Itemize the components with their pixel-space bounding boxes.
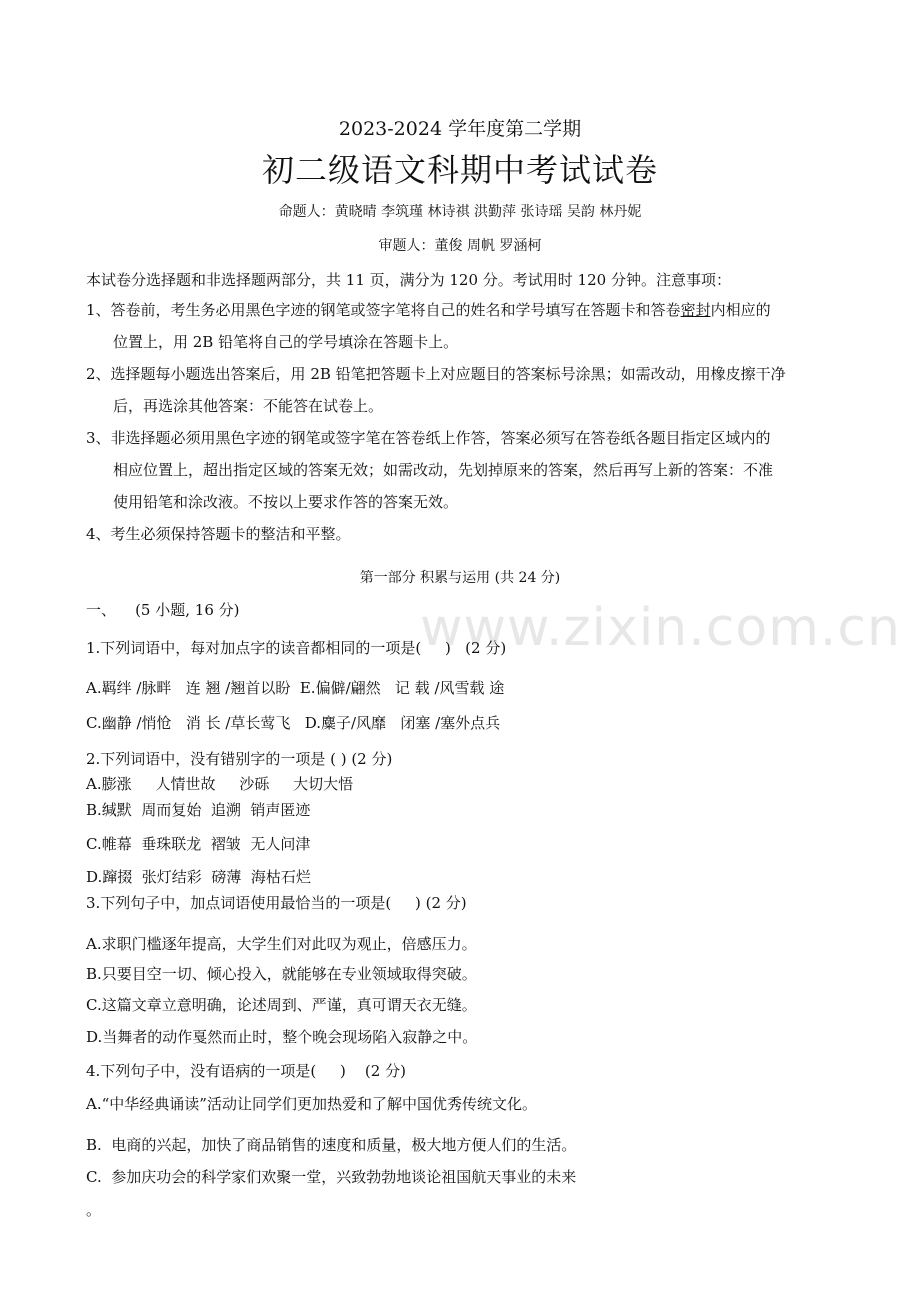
note-1 <box>86 300 771 320</box>
question-3: 3.下列句子中，加点词语使用最恰当的一项是( ) (2 分) <box>86 894 467 912</box>
question-2: 2.下列词语中，没有错别字的一项是 ( ) (2 分) <box>86 750 393 768</box>
question-3-option-d: D.当舞者的动作戛然而止时，整个晚会现场陷入寂静之中。 <box>86 1028 478 1046</box>
question-1-options-ae: A.羁绊 /脉畔 连 翘 /翘首以盼 E.偏僻/翩然 记 载 /风雪载 途 <box>86 679 505 697</box>
question-1-options-cd: C.幽静 /悄怆 消 长 /草长莺飞 D.麋子/风靡 闭塞 /塞外点兵 <box>86 714 501 732</box>
question-2-option-a: A.膨涨 人情世故 沙砾 大切大悟 <box>86 775 354 793</box>
reviewers: 审题人：董俊 周帆 罗涵柯 <box>378 238 542 254</box>
note-3-cont-1: 相应位置上，超出指定区域的答案无效；如需改动，先划掉原来的答案，然后再写上新的答案：不准 <box>113 461 774 479</box>
note-2-cont: 后，再选涂其他答案：不能答在试卷上。 <box>113 397 384 415</box>
question-3-option-a: A.求职门槛逐年提高，大学生们对此叹为观止，倍感压力。 <box>86 935 477 953</box>
question-2-option-b: B.缄默 周而复始 追溯 销声匿迹 <box>86 801 311 819</box>
note-4: 4、考生必须保持答题卡的整洁和平整。 <box>86 525 351 543</box>
note-1-underline: 密封 <box>680 301 711 319</box>
note-3-cont-2: 使用铅笔和涂改液。不按以上要求作答的答案无效。 <box>113 493 459 511</box>
watermark: www.zixin.com.cn <box>420 598 901 658</box>
question-2-option-c: C.帷幕 垂珠联龙 褶皱 无人问津 <box>86 835 311 853</box>
authors: 命题人：黄晓晴 李筑瑾 林诗祺 洪勤萍 张诗瑶 吴韵 林丹妮 <box>278 204 642 220</box>
section-1: 一、 (5 小题, 16 分) <box>86 601 240 619</box>
question-1: 1.下列词语中，每对加点字的读音都相同的一项是( ) (2 分) <box>86 639 507 657</box>
note-1-cont: 位置上，用 2B 铅笔将自己的学号填涂在答题卡上。 <box>113 333 459 351</box>
note-1-text-b: 内相应的 <box>710 301 771 319</box>
question-4-option-c: C. 参加庆功会的科学家们欢聚一堂，兴致勃勃地谈论祖国航天事业的未来 <box>86 1168 577 1186</box>
question-4-option-c-end: 。 <box>86 1201 102 1219</box>
note-3: 3、非选择题必须用黑色字迹的钢笔或签字笔在答卷纸上作答，答案必须写在答卷纸各题目指定区域内的 <box>86 429 771 447</box>
question-2-option-d: D.蹿掇 张灯结彩 磅薄 海枯石烂 <box>86 868 311 886</box>
intro: 本试卷分选择题和非选择题两部分，共 11 页，满分为 120 分。考试用时 120 分钟。注意事项： <box>86 271 731 289</box>
question-4-option-b: B. 电商的兴起，加快了商品销售的速度和质量，极大地方便人们的生活。 <box>86 1136 577 1154</box>
question-4: 4.下列句子中，没有语病的一项是( ) (2 分) <box>86 1062 406 1080</box>
note-2: 2、选择题每小题选出答案后，用 2B 铅笔把答题卡上对应题目的答案标号涂黑；如需改动，用橡皮擦干净 <box>86 365 786 383</box>
year-term: 2023-2024 学年度第二学期 <box>338 118 582 140</box>
exam-title: 初二级语文科期中考试试卷 <box>261 151 658 189</box>
part1-heading: 第一部分 积累与运用 (共 24 分) <box>359 570 561 586</box>
question-4-option-a: A.“中华经典诵读”活动让同学们更加热爱和了解中国优秀传统文化。 <box>86 1095 537 1113</box>
question-3-option-c: C.这篇文章立意明确，论述周到、严谨，真可谓天衣无缝。 <box>86 996 477 1014</box>
question-3-option-b: B.只要目空一切、倾心投入，就能够在专业领域取得突破。 <box>86 965 477 983</box>
note-1-text-a: 1、答卷前，考生务必用黑色字迹的钢笔或签字笔将自己的姓名和学号填写在答题卡和答卷 <box>86 301 681 319</box>
